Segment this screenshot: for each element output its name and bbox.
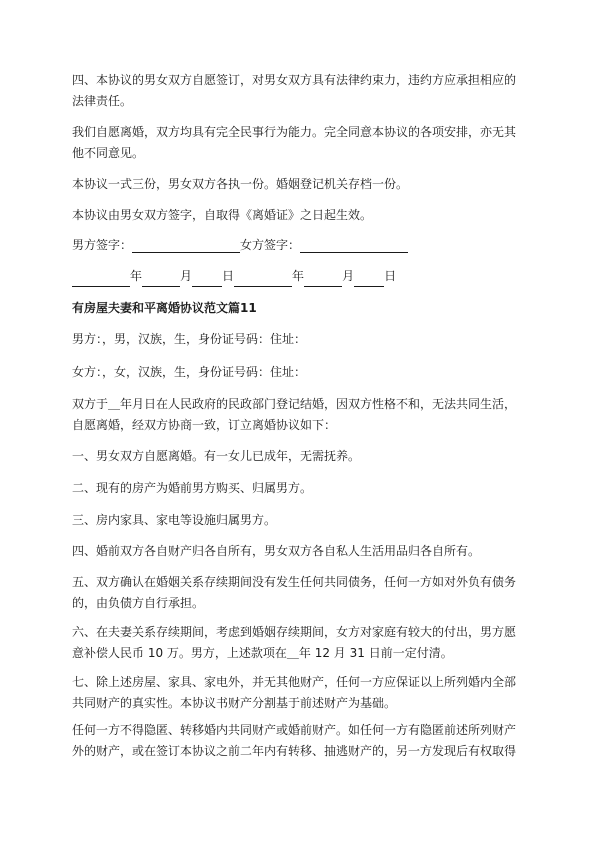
clause-5: 五、双方确认在婚姻关系存续期间没有发生任何共同债务，任何一方如对外负有债务的，由负债方自行承担。 xyxy=(72,575,517,610)
agreement-intro: 双方于＿年月日在人民政府的民政部门登记结婚，因双方性格不和，无法共同生活，自愿离婚，经双方协商一致，订立离婚协议如下： xyxy=(72,397,517,432)
year-blank-2[interactable] xyxy=(234,272,292,287)
day-blank-1[interactable] xyxy=(192,272,222,287)
month-label-2: 月 xyxy=(342,269,355,283)
clause-6: 六、在夫妻关系存续期间，考虑到婚姻存续期间，女方对家庭有较大的付出，男方愿意补偿人民币 10 万。男方，上述款项在＿年 12 月 31 日前一定付清。 xyxy=(72,625,517,660)
clause-2: 二、现有的房产为婚前男方购买、归属男方。 xyxy=(72,481,313,495)
clause-7: 七、除上述房屋、家具、家电外，并无其他财产，任何一方应保证以上所列婚内全部共同财产的真实性。本协议书财产分割基于前述财产为基础。 xyxy=(72,675,517,710)
month-label-1: 月 xyxy=(180,269,193,283)
paragraph-voluntary-divorce: 我们自愿离婚，双方均具有完全民事行为能力。完全同意本协议的各项安排，亦无其他不同意见。 xyxy=(72,125,517,160)
day-label-2: 日 xyxy=(384,269,397,283)
female-signature-label: 女方签字： xyxy=(240,238,301,252)
male-signature-label: 男方签字： xyxy=(72,238,133,252)
male-signature-line[interactable] xyxy=(132,238,240,253)
section-heading: 有房屋夫妻和平离婚协议范文篇11 xyxy=(72,301,257,315)
paragraph-legal-effect: 四、本协议的男女双方自愿签订，对男女双方具有法律约束力，违约方应承担相应的法律责任。 xyxy=(72,73,517,108)
month-blank-2[interactable] xyxy=(304,272,342,287)
signature-row xyxy=(72,235,524,256)
female-signature-line[interactable] xyxy=(300,238,408,253)
clause-4: 四、婚前双方各自财产归各自所有，男女双方各自私人生活用品归各自所有。 xyxy=(72,544,481,558)
male-party-line: 男方：，男，汉族，生，身份证号码：住址： xyxy=(72,332,307,346)
year-blank-1[interactable] xyxy=(72,272,130,287)
female-party-line: 女方：，女，汉族，生，身份证号码：住址： xyxy=(72,365,307,379)
day-label-1: 日 xyxy=(222,269,235,283)
month-blank-1[interactable] xyxy=(142,272,180,287)
clause-1: 一、男女双方自愿离婚。有一女儿已成年，无需抚养。 xyxy=(72,449,361,463)
date-row xyxy=(72,266,524,287)
year-label-1: 年 xyxy=(130,269,143,283)
day-blank-2[interactable] xyxy=(354,272,384,287)
paragraph-copies: 本协议一式三份，男女双方各执一份。婚姻登记机关存档一份。 xyxy=(72,177,409,191)
year-label-2: 年 xyxy=(292,269,305,283)
clause-8: 任何一方不得隐匿、转移婚内共同财产或婚前财产。如任何一方有隐匿前述所列财产外的财产，或在签订本协议之前二年内有转移、抽逃财产的，另一方发现后有权取得 xyxy=(72,723,517,758)
clause-3: 三、房内家具、家电等设施归属男方。 xyxy=(72,513,277,527)
paragraph-effective: 本协议由男女双方签字，自取得《离婚证》之日起生效。 xyxy=(72,208,373,222)
